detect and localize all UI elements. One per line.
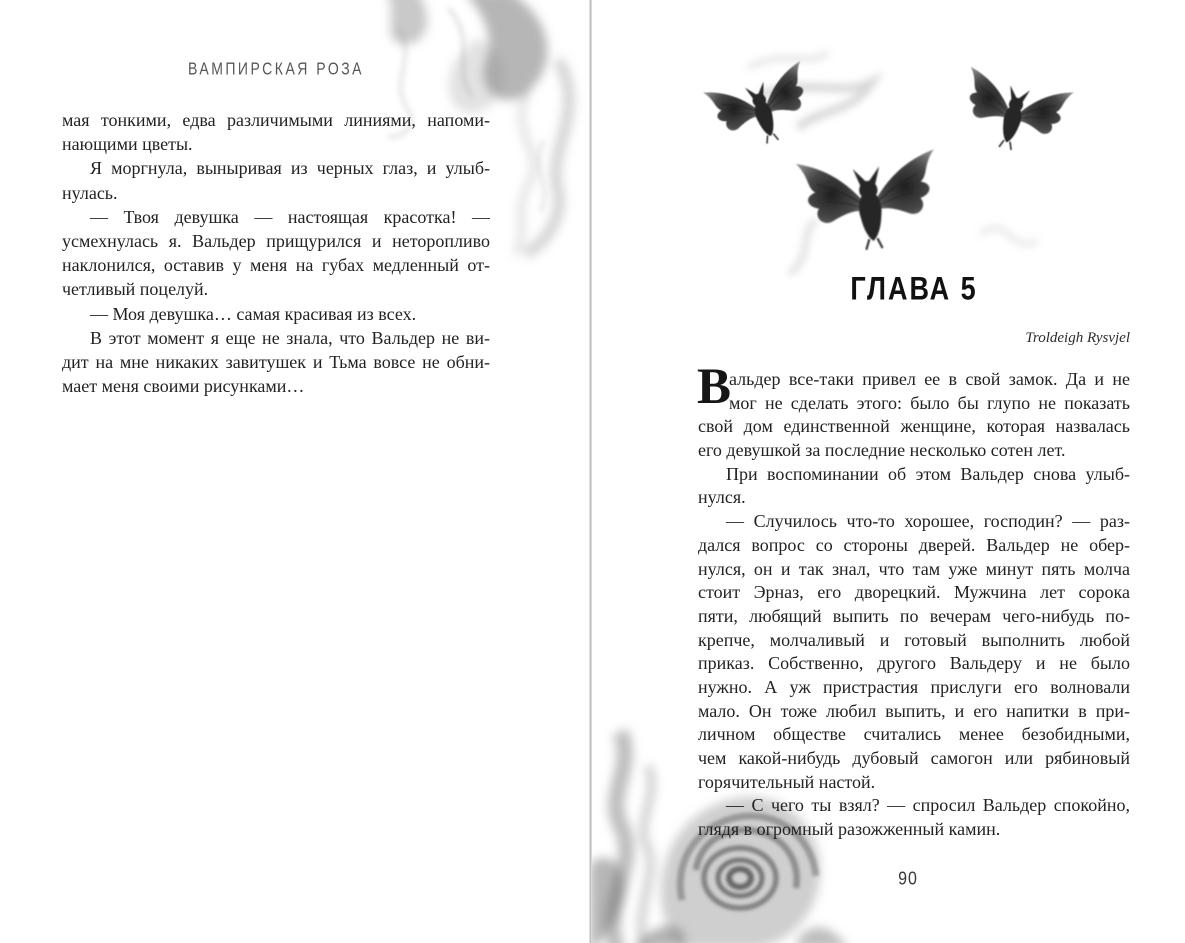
text-line: личном обществе считались менее безобидными,	[698, 724, 1130, 745]
text-line: нулся.	[698, 487, 746, 508]
running-head-wrap	[62, 60, 490, 78]
text-line: чем какой-нибудь дубовый самогон или рябиновый	[698, 748, 1130, 768]
epigraph: Troldeigh Rysvjel	[1025, 330, 1130, 346]
text-line: — С чего ты взял? — спросил Вальдер спокойно,	[726, 795, 1130, 816]
text-line: наклонился, оставив у меня на губах медленный от-	[62, 255, 490, 276]
text-line: Я моргнула, выныривая из черных глаз, и улыб-	[90, 158, 490, 179]
text-line: — Твоя девушка — настоящая красотка! —	[90, 206, 490, 227]
right-page-body-text	[697, 359, 1130, 842]
text-line: приказ. Собственно, другого Вальдеру и не было	[698, 653, 1130, 674]
page-number: 90	[898, 869, 918, 890]
text-line: нулась.	[62, 182, 118, 203]
text-line: горячительный настой.	[698, 771, 876, 792]
text-line: нулся, он и так знал, что там уже минут пять молча	[698, 558, 1130, 579]
text-line: дался вопрос со стороны дверей. Вальдер не обер-	[698, 534, 1130, 555]
text-line: мог не сделать этого: было бы глупо не показать	[729, 392, 1130, 413]
text-line: При воспоминании об этом Вальдер снова улыб-	[726, 463, 1130, 484]
text-line: усмехнулась я. Вальдер прищурился и неторопливо	[62, 230, 490, 251]
page-gutter	[589, 0, 592, 943]
chapter-title-wrap	[698, 270, 1130, 307]
text-line: дит на мне никаких завитушек и Тьма вовсе не обни-	[62, 351, 490, 372]
text-line: В этот момент я еще не знала, что Вальдер не ви-	[90, 327, 490, 348]
page-number-wrap	[698, 871, 1118, 889]
text-line: альдер все-таки привел ее в свой замок. Да и не	[729, 369, 1130, 389]
text-line: стоит Эрназ, его дворецкий. Мужчина лет сорока	[698, 582, 1130, 603]
text-line: пяти, любящий выпить по вечерам чего-нибудь по-	[698, 605, 1130, 626]
text-line: мает меня своими рисунками…	[62, 376, 305, 397]
text-line: — Случилось что-то хорошее, господин? — раз-	[726, 511, 1130, 532]
bats-illustration	[640, 38, 1120, 290]
text-line: крепче, молчаливый и готовый выполнить любой	[698, 629, 1130, 650]
text-line: его девушкой за последние несколько сотен лет.	[698, 440, 1066, 461]
text-line: свой дом единственной женщине, которая назвалась	[698, 416, 1130, 437]
chapter-title: ГЛАВА 5	[850, 270, 978, 307]
text-line: мало. Он тоже любил выпить, и его напитки в при-	[698, 700, 1130, 721]
text-line: глядя в огромный разожженный камин.	[698, 819, 1001, 840]
text-line: мая тонкими, едва различимыми линиями, напоми-	[62, 110, 490, 130]
text-line: четливый поцелуй.	[62, 279, 209, 300]
text-line: нужно. А уж пристрастия прислуги его волновали	[698, 676, 1130, 697]
drop-cap: В	[697, 359, 732, 415]
text-line: нающими цветы.	[62, 134, 193, 155]
left-page-body-text	[62, 108, 490, 398]
right-page-lines	[698, 368, 1130, 842]
running-head: ВАМПИРСКАЯ РОЗА	[188, 58, 364, 78]
text-line: — Моя девушка… самая красивая из всех.	[90, 303, 417, 324]
